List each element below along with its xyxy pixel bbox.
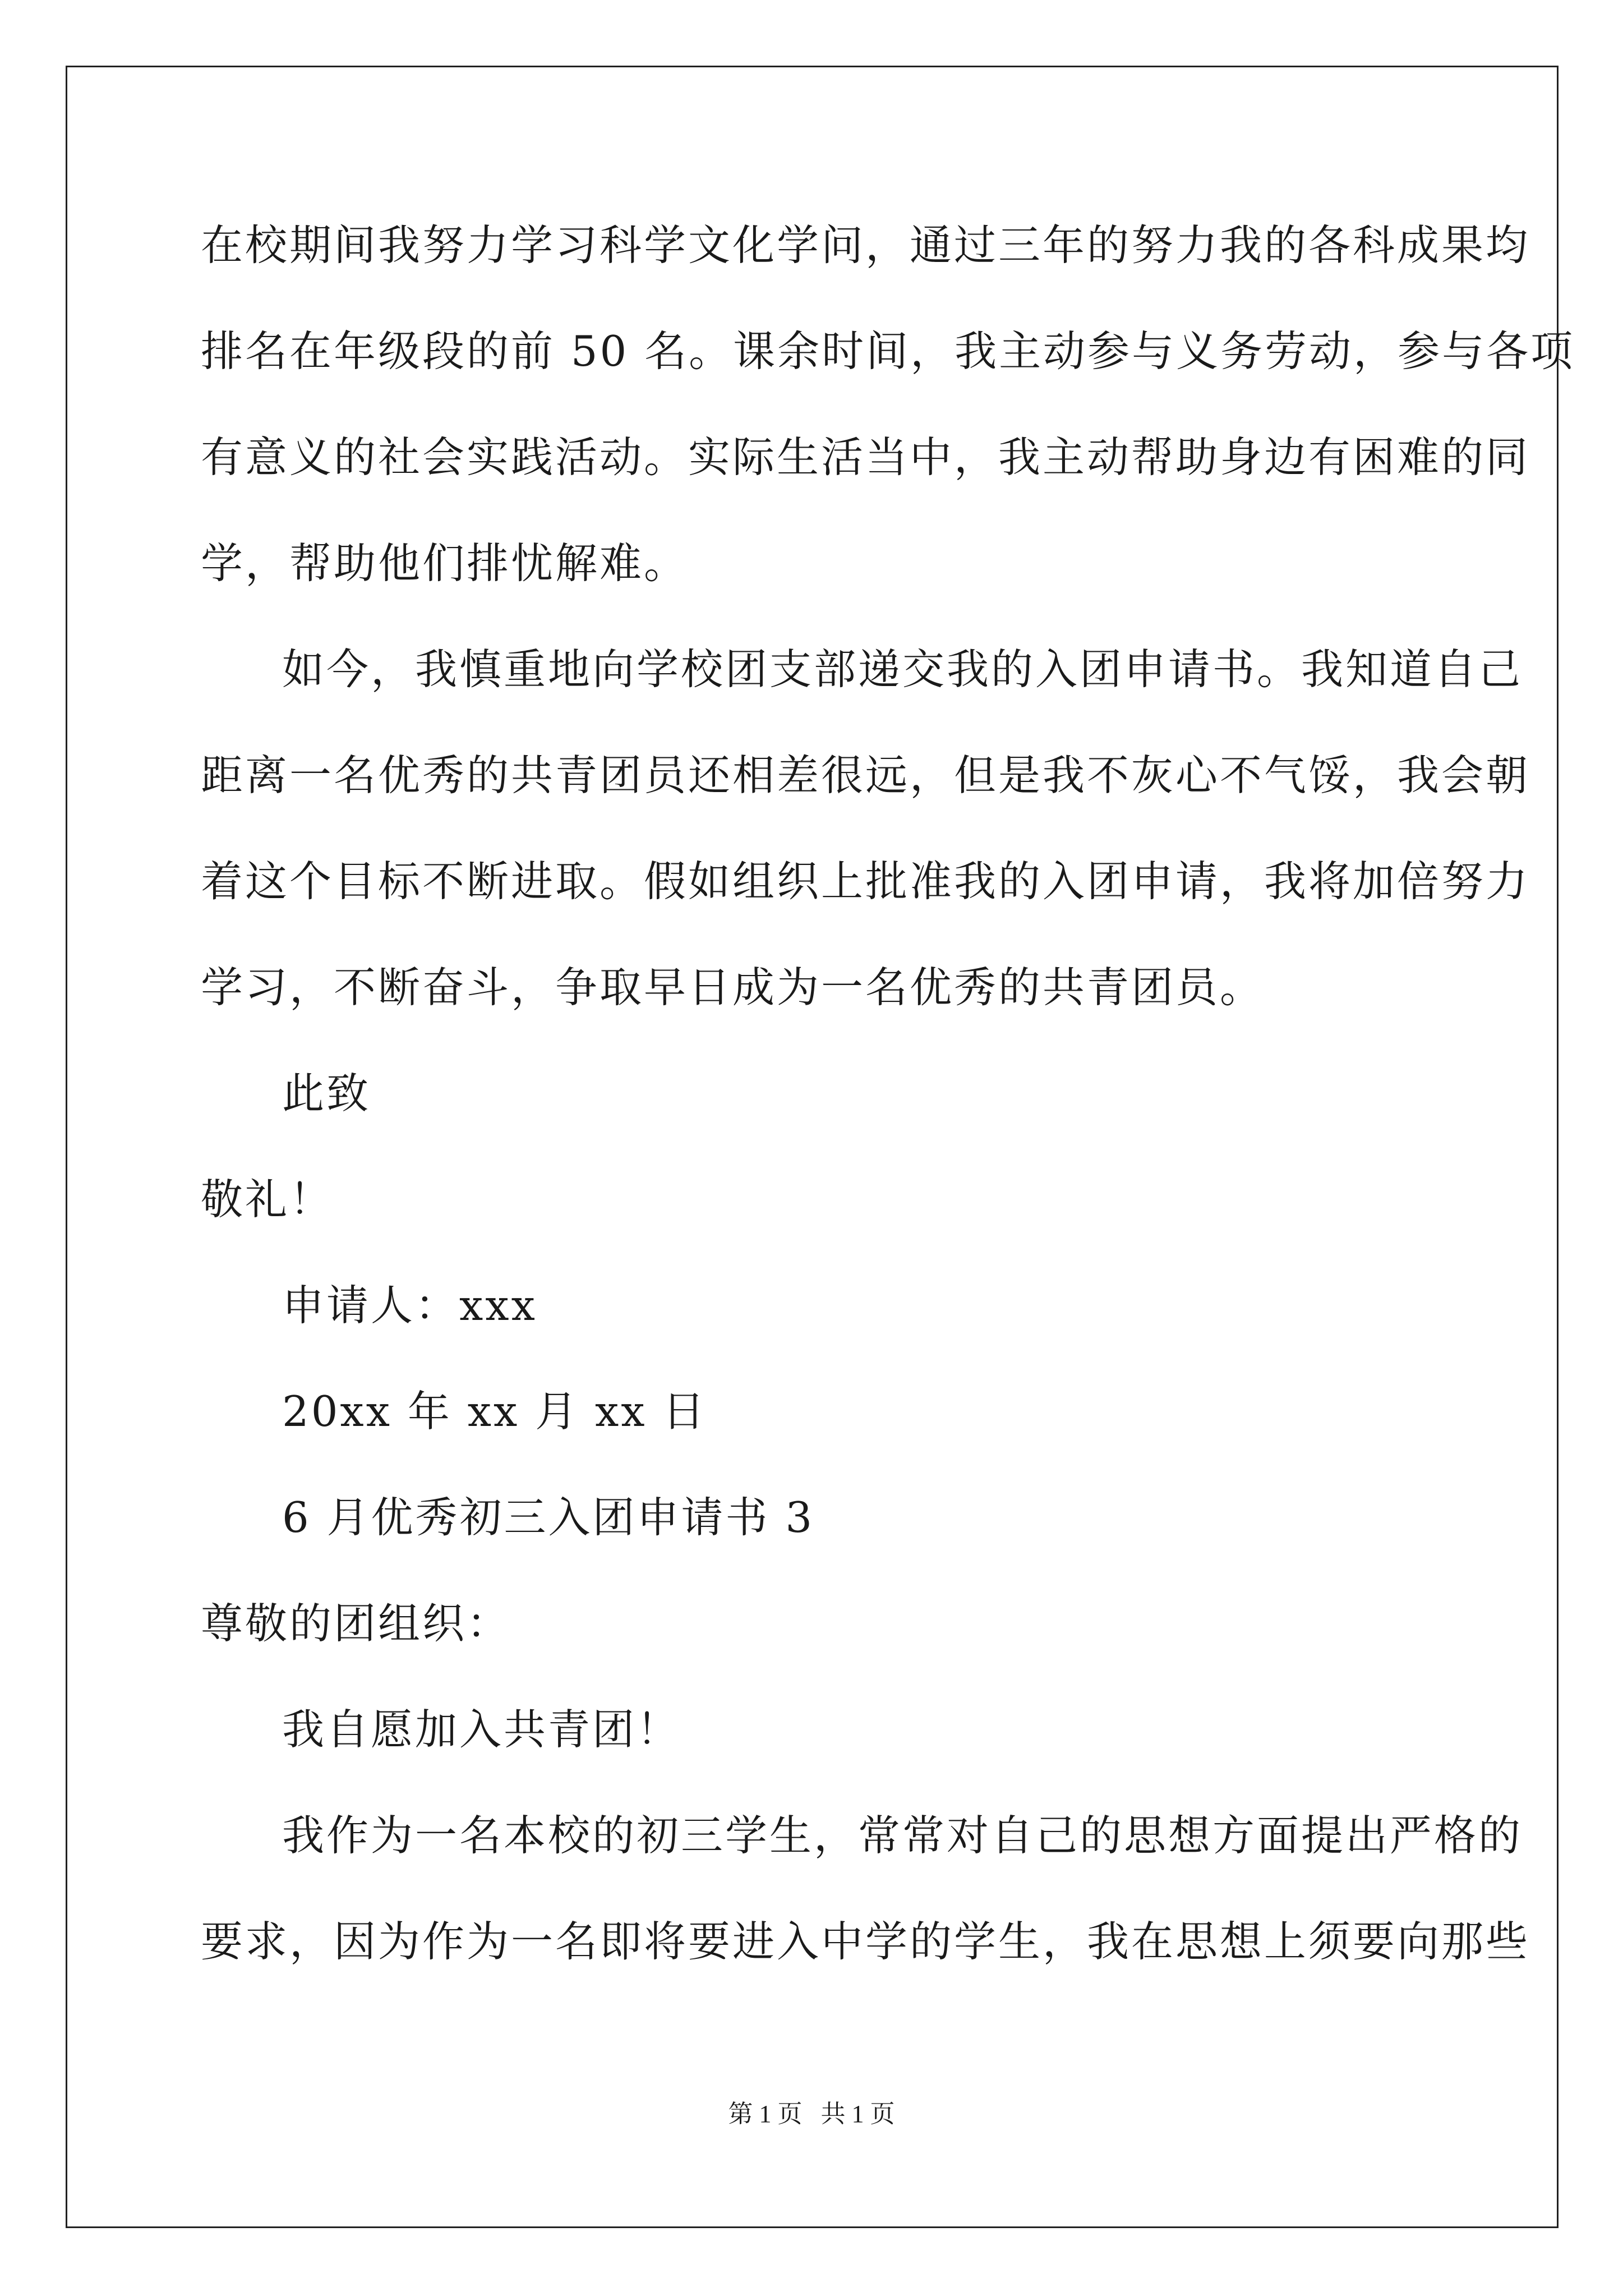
section-heading: 6 月优秀初三入团申请书 3	[282, 1493, 815, 1542]
text-line: 如今，我慎重地向学校团支部递交我的入团申请书。我知道自己	[282, 645, 1523, 694]
text-line: 学习，不断奋斗，争取早日成为一名优秀的共青团员。	[201, 963, 1265, 1012]
text-line: 距离一名优秀的共青团员还相差很远，但是我不灰心不气馁，我会朝	[201, 751, 1530, 800]
applicant-name: 申请人：xxx	[282, 1281, 537, 1330]
letter-greeting: 尊敬的团组织：	[201, 1599, 511, 1648]
text-line: 排名在年级段的前 50 名。课余时间，我主动参与义务劳动，参与各项	[201, 326, 1575, 376]
closing-respect: 敬礼！	[201, 1175, 334, 1224]
text-line: 有意义的社会实践活动。实际生活当中，我主动帮助身边有困难的同	[201, 432, 1530, 482]
date-line: 20xx 年 xx 月 xx 日	[282, 1387, 707, 1436]
closing-salutation: 此致	[282, 1069, 371, 1118]
text-line: 我自愿加入共青团！	[282, 1705, 681, 1754]
document-body	[201, 214, 1575, 2017]
text-line: 在校期间我努力学习科学文化学问，通过三年的努力我的各科成果均	[201, 220, 1530, 270]
page-footer: 第 1 页 共 1 页	[728, 2100, 895, 2128]
text-line: 要求，因为作为一名即将要进入中学的学生，我在思想上须要向那些	[201, 1917, 1530, 1966]
text-line: 着这个目标不断进取。假如组织上批准我的入团申请，我将加倍努力	[201, 857, 1530, 906]
text-line: 我作为一名本校的初三学生，常常对自己的思想方面提出严格的	[282, 1811, 1523, 1860]
text-line: 学，帮助他们排忧解难。	[201, 539, 689, 588]
